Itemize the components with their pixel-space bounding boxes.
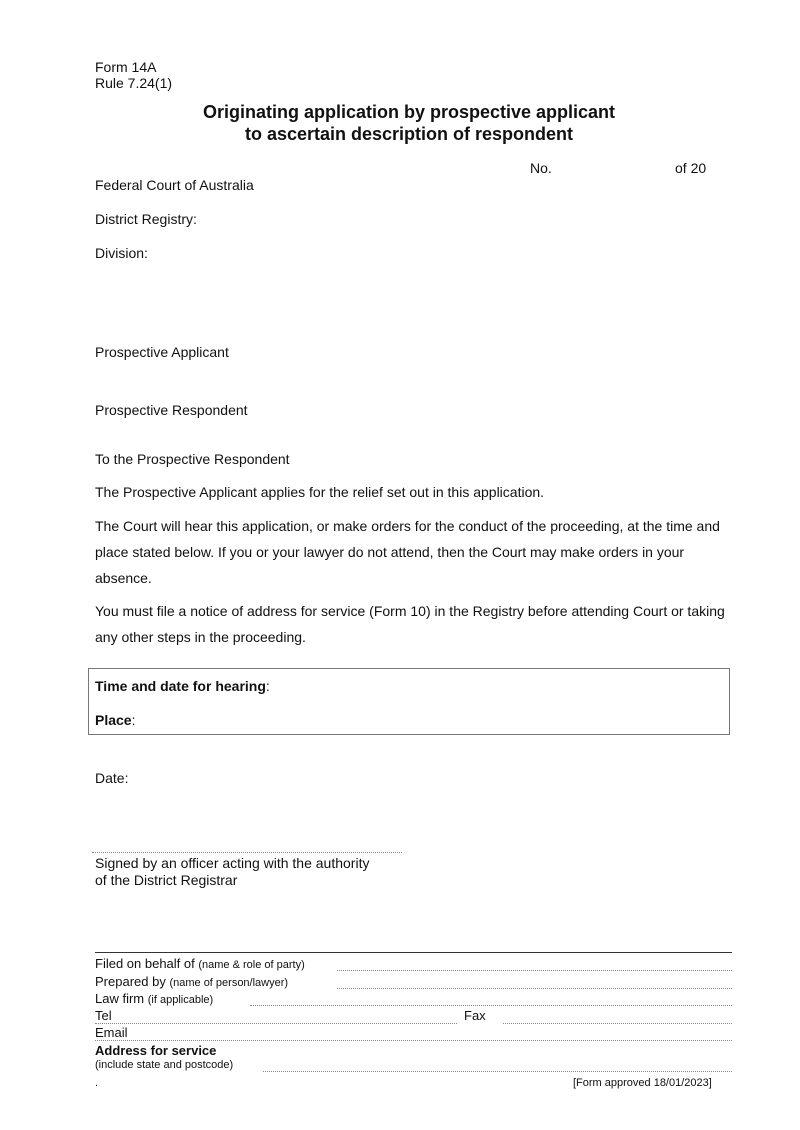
hearing-place-row xyxy=(95,712,135,728)
district-registry-label: District Registry: xyxy=(95,211,197,227)
paragraph-address-service: You must file a notice of address for service (Form 10) in the Registry before attending Court or taking any other steps in the proceeding. xyxy=(95,603,725,645)
law-firm-hint: (if applicable) xyxy=(147,994,214,1006)
fax-field[interactable] xyxy=(503,1023,732,1024)
hearing-place-label: Place xyxy=(95,712,132,728)
prepared-by-hint: (name of person/lawyer) xyxy=(169,977,289,989)
filed-on-behalf-label: Filed on behalf of xyxy=(95,956,195,971)
signature-line-1: Signed by an officer acting with the authority xyxy=(95,855,370,871)
salutation: To the Prospective Respondent xyxy=(95,451,290,467)
hearing-time-row xyxy=(95,678,270,694)
footer-divider xyxy=(95,952,732,953)
email-field[interactable] xyxy=(95,1040,732,1041)
address-for-service-hint: (include state and postcode) xyxy=(95,1059,234,1071)
paragraph-relief: The Prospective Applicant applies for the relief set out in this application. xyxy=(95,484,545,500)
title-line-2: to ascertain description of respondent xyxy=(244,124,574,144)
case-no-label: No. xyxy=(530,160,552,176)
rule-reference: Rule 7.24(1) xyxy=(95,75,173,91)
paragraph-hearing: The Court will hear this application, or make orders for the conduct of the proceeding, at the time and place stated below. If you or your lawyer do not attend, then the Court may make orders in your absence. xyxy=(95,518,720,586)
form-header xyxy=(95,59,172,91)
filed-on-behalf-field[interactable] xyxy=(337,970,732,971)
law-firm-field[interactable] xyxy=(250,1005,732,1006)
tel-label: Tel xyxy=(95,1008,112,1023)
title-line-1: Originating application by prospective applicant xyxy=(202,102,616,122)
division-label: Division: xyxy=(95,245,148,261)
tel-field[interactable] xyxy=(95,1023,457,1024)
hearing-place-colon: : xyxy=(131,712,136,728)
law-firm-label: Law firm xyxy=(95,991,145,1006)
filed-on-behalf-hint: (name & role of party) xyxy=(198,959,305,971)
prepared-by-field[interactable] xyxy=(337,988,732,989)
signature-line-2: of the District Registrar xyxy=(95,872,238,888)
address-for-service-text: Address for service xyxy=(95,1043,217,1058)
email-label: Email xyxy=(95,1025,128,1040)
signature-block xyxy=(95,855,369,889)
form-approved-note: [Form approved 18/01/2023] xyxy=(573,1077,712,1089)
date-label: Date: xyxy=(95,770,129,786)
hearing-time-colon: : xyxy=(265,678,270,694)
fax-label: Fax xyxy=(464,1008,486,1023)
form-number: Form 14A xyxy=(95,59,157,75)
document-title xyxy=(0,101,800,145)
filed-on-behalf-row xyxy=(95,956,305,971)
hearing-time-label: Time and date for hearing xyxy=(95,678,266,694)
footer-dot: . xyxy=(95,1077,99,1089)
address-for-service-label xyxy=(95,1043,216,1058)
case-year-label: of 20 xyxy=(675,160,707,176)
prepared-by-row xyxy=(95,974,288,989)
prepared-by-label: Prepared by xyxy=(95,974,166,989)
court-name: Federal Court of Australia xyxy=(95,177,254,193)
prospective-applicant-label: Prospective Applicant xyxy=(95,344,229,360)
prospective-respondent-label: Prospective Respondent xyxy=(95,402,248,418)
address-for-service-field[interactable] xyxy=(263,1071,732,1072)
law-firm-row xyxy=(95,991,213,1006)
signature-line xyxy=(92,852,402,853)
